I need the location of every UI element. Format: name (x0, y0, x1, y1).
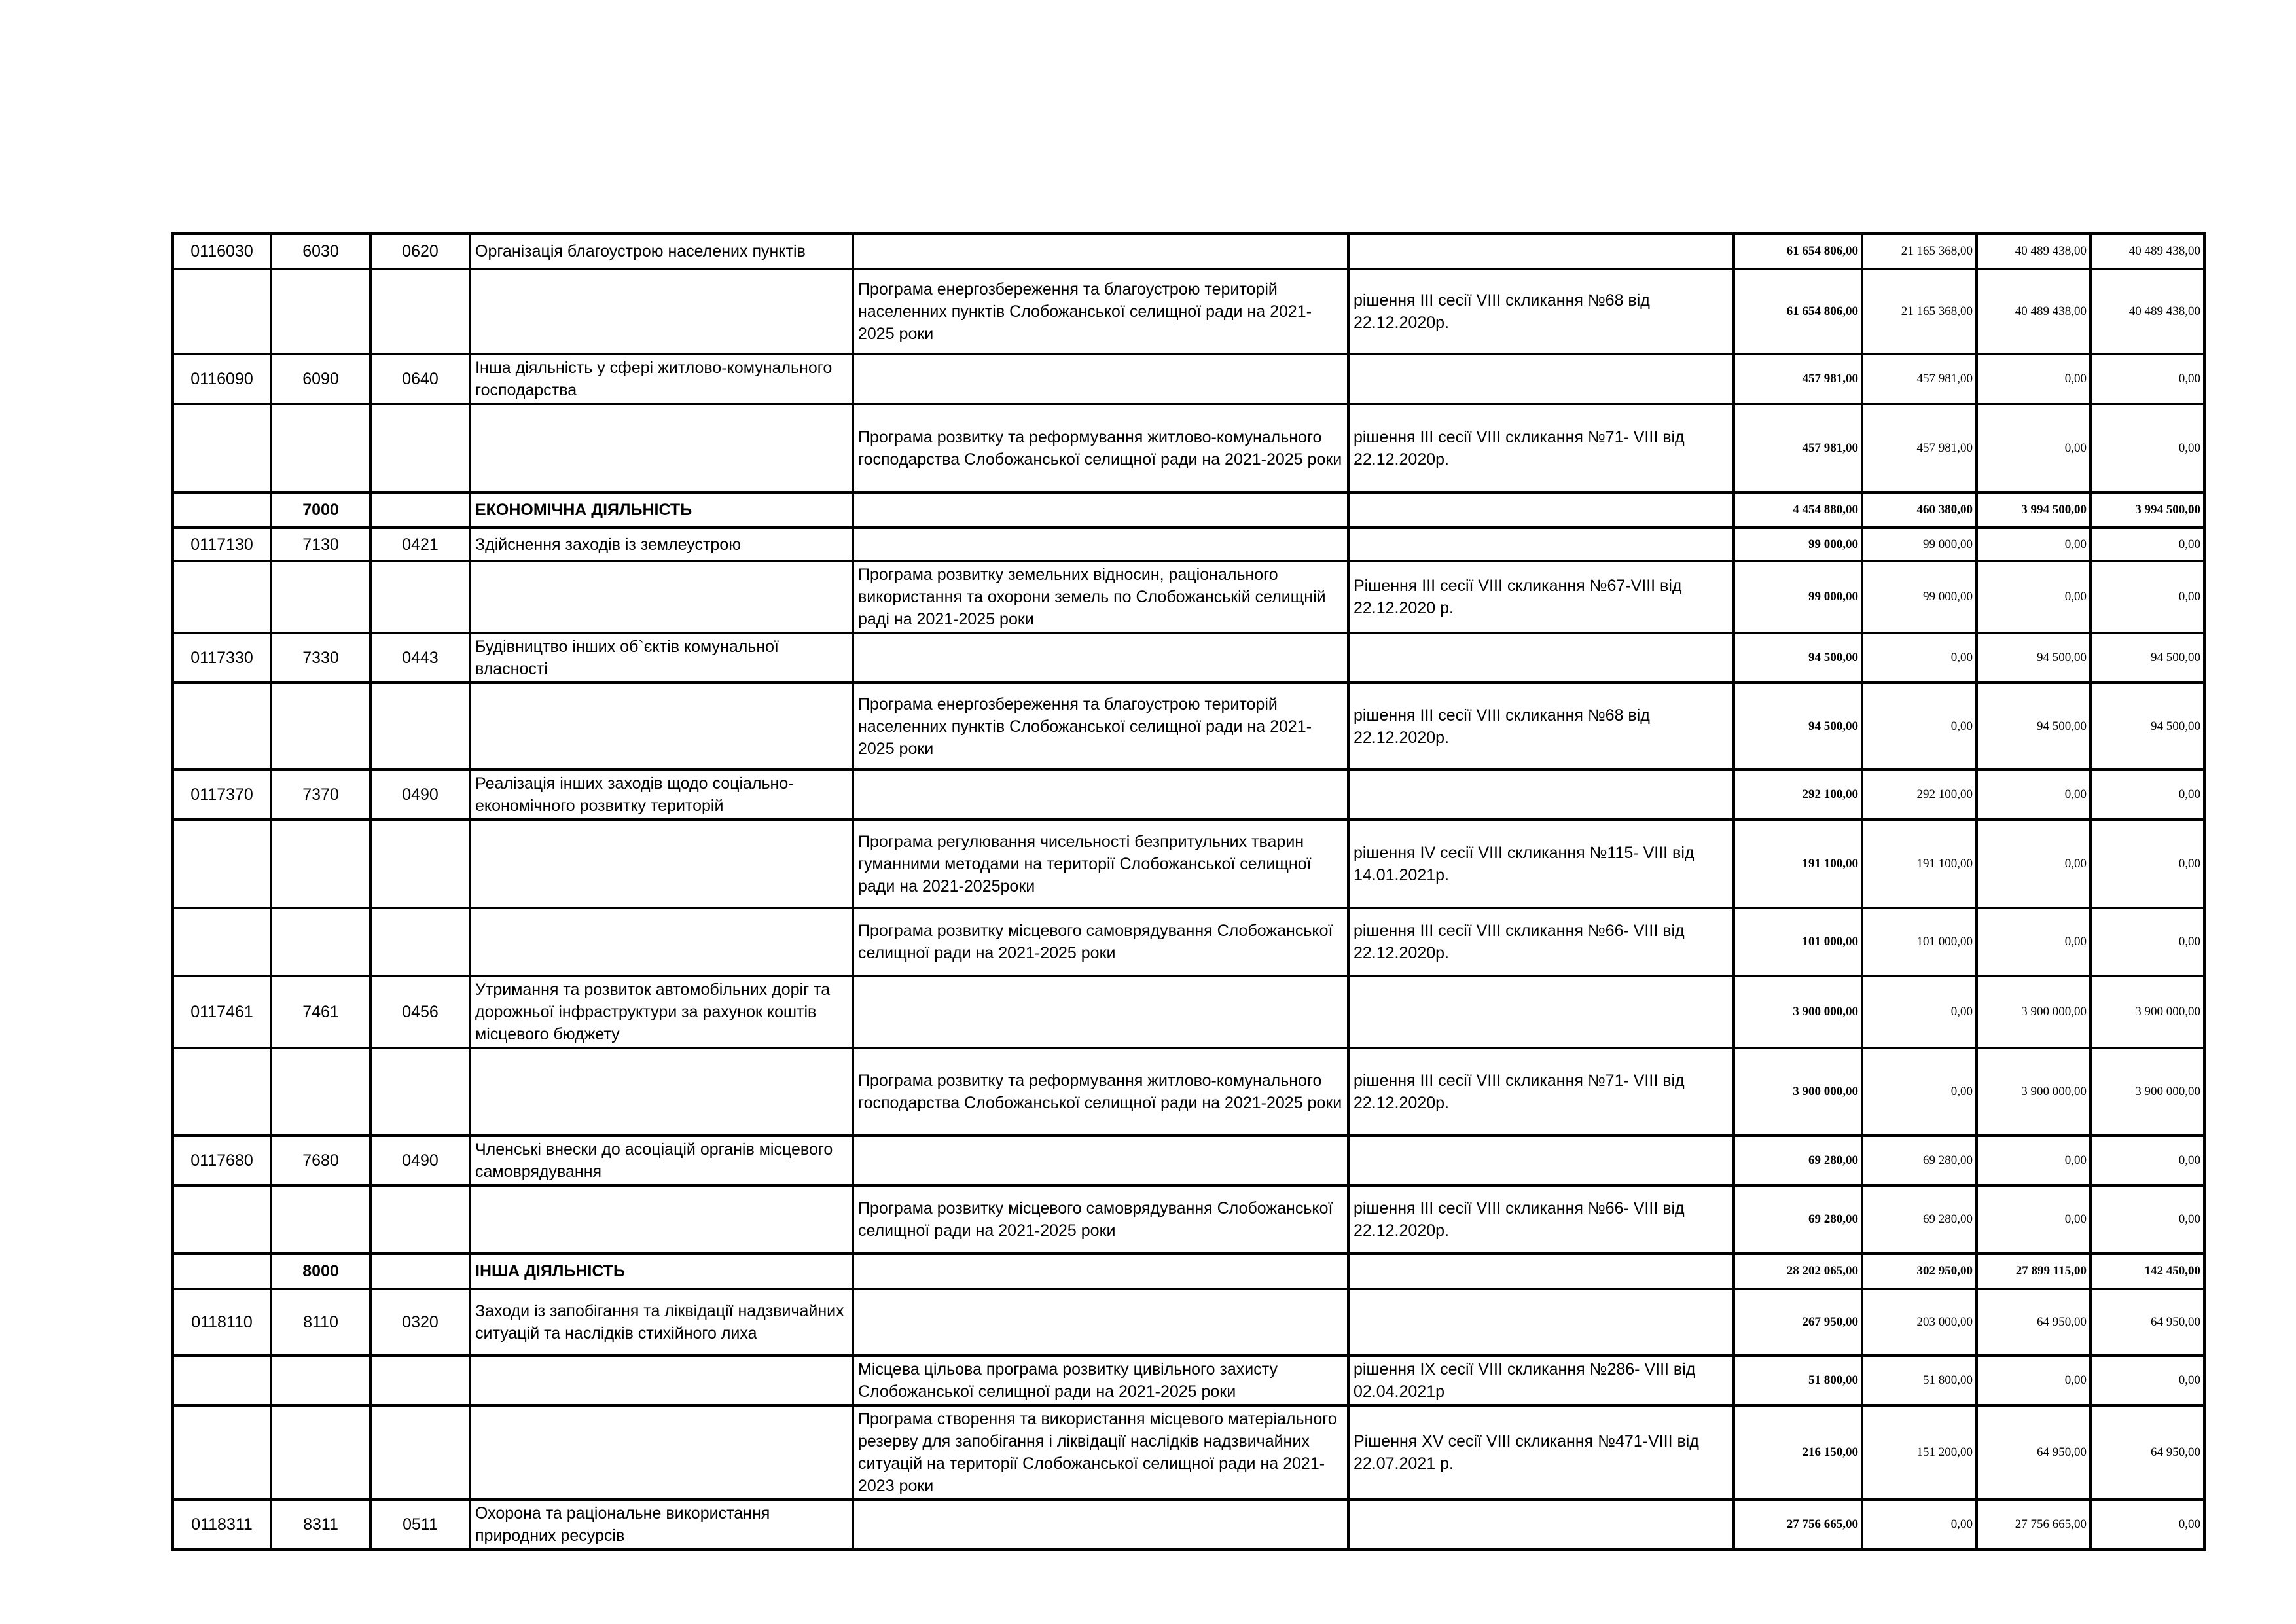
table-row (173, 354, 2204, 404)
kfk-cell: 6030 (271, 234, 370, 269)
total-cell: 99 000,00 (1734, 528, 1862, 561)
program-cell: Програма розвитку земельних відносин, раціонального використання та охорони земель по Слобожанській селищній раді на 2021-2025 роки (853, 561, 1348, 633)
general-fund-cell: 292 100,00 (1862, 770, 1977, 820)
special-fund-cell: 64 950,00 (1977, 1405, 2090, 1500)
general-fund-cell: 69 280,00 (1862, 1185, 1977, 1254)
program-cell (853, 633, 1348, 683)
kfkb-cell (370, 492, 470, 528)
total-cell: 4 454 880,00 (1734, 492, 1862, 528)
program-cell: Програма розвитку місцевого самоврядування Слобожанської селищної ради на 2021-2025 роки (853, 1185, 1348, 1254)
total-cell: 94 500,00 (1734, 683, 1862, 770)
development-budget-cell: 40 489 438,00 (2090, 234, 2204, 269)
decision-cell (1348, 976, 1734, 1048)
decision-cell (1348, 633, 1734, 683)
total-cell: 69 280,00 (1734, 1136, 1862, 1185)
table-row (173, 976, 2204, 1048)
name-cell: Організація благоустрою населених пунктів (470, 234, 853, 269)
kfk-cell (271, 1048, 370, 1136)
name-cell (470, 404, 853, 492)
kpk-cell: 0117130 (173, 528, 271, 561)
name-cell: Членські внески до асоціацій органів місцевого самоврядування (470, 1136, 853, 1185)
total-cell: 27 756 665,00 (1734, 1500, 1862, 1549)
decision-cell: рішення ІХ сесії VIII скликання №286- VIII від 02.04.2021р (1348, 1356, 1734, 1405)
special-fund-cell: 94 500,00 (1977, 633, 2090, 683)
program-cell (853, 1289, 1348, 1356)
special-fund-cell: 27 899 115,00 (1977, 1254, 2090, 1289)
kfkb-cell (370, 908, 470, 976)
kfkb-cell: 0490 (370, 1136, 470, 1185)
program-cell (853, 492, 1348, 528)
development-budget-cell: 0,00 (2090, 404, 2204, 492)
program-cell (853, 354, 1348, 404)
kfk-cell (271, 269, 370, 354)
table-row (173, 234, 2204, 269)
development-budget-cell: 0,00 (2090, 1356, 2204, 1405)
total-cell: 3 900 000,00 (1734, 1048, 1862, 1136)
development-budget-cell: 40 489 438,00 (2090, 269, 2204, 354)
kpk-cell (173, 1405, 271, 1500)
general-fund-cell: 460 380,00 (1862, 492, 1977, 528)
kfk-cell (271, 683, 370, 770)
kfk-cell: 7000 (271, 492, 370, 528)
program-cell: Програма розвитку та реформування житлово-комунального господарства Слобожанської селищної ради на 2021-2025 роки (853, 1048, 1348, 1136)
kpk-cell: 0117370 (173, 770, 271, 820)
name-cell: Заходи із запобігання та ліквідації надзвичайних ситуацій та наслідків стихійного лиха (470, 1289, 853, 1356)
special-fund-cell: 40 489 438,00 (1977, 269, 2090, 354)
decision-cell (1348, 492, 1734, 528)
program-row (173, 561, 2204, 633)
program-cell: Програма розвитку місцевого самоврядування Слобожанської селищної ради на 2021-2025 роки (853, 908, 1348, 976)
kfkb-cell: 0640 (370, 354, 470, 404)
kfk-cell (271, 561, 370, 633)
development-budget-cell: 3 994 500,00 (2090, 492, 2204, 528)
name-cell (470, 683, 853, 770)
development-budget-cell: 0,00 (2090, 908, 2204, 976)
kfkb-cell (370, 683, 470, 770)
decision-cell: рішення ІІІ сесії VIII скликання №71- VIII від 22.12.2020р. (1348, 1048, 1734, 1136)
name-cell: ІНША ДІЯЛЬНІСТЬ (470, 1254, 853, 1289)
general-fund-cell: 0,00 (1862, 976, 1977, 1048)
kfk-cell: 7330 (271, 633, 370, 683)
table-row (173, 633, 2204, 683)
special-fund-cell: 0,00 (1977, 908, 2090, 976)
general-fund-cell: 99 000,00 (1862, 528, 1977, 561)
kfkb-cell: 0443 (370, 633, 470, 683)
development-budget-cell: 3 900 000,00 (2090, 976, 2204, 1048)
name-cell (470, 820, 853, 908)
special-fund-cell: 0,00 (1977, 1185, 2090, 1254)
total-cell: 457 981,00 (1734, 404, 1862, 492)
decision-cell: Рішення ІІІ сесії VIII скликання №67-VIII від 22.12.2020 р. (1348, 561, 1734, 633)
decision-cell: Рішення ХV сесії VIII скликання №471-VIII від 22.07.2021 р. (1348, 1405, 1734, 1500)
table-body (173, 234, 2204, 1549)
kpk-cell (173, 683, 271, 770)
decision-cell (1348, 1136, 1734, 1185)
kpk-cell: 0116090 (173, 354, 271, 404)
name-cell: Утримання та розвиток автомобільних доріг та дорожньої інфраструктури за рахунок коштів місцевого бюджету (470, 976, 853, 1048)
total-cell: 61 654 806,00 (1734, 269, 1862, 354)
general-fund-cell: 203 000,00 (1862, 1289, 1977, 1356)
program-row (173, 908, 2204, 976)
name-cell: ЕКОНОМІЧНА ДІЯЛЬНІСТЬ (470, 492, 853, 528)
kfkb-cell (370, 1048, 470, 1136)
development-budget-cell: 64 950,00 (2090, 1405, 2204, 1500)
special-fund-cell: 0,00 (1977, 404, 2090, 492)
kpk-cell (173, 492, 271, 528)
general-fund-cell: 21 165 368,00 (1862, 234, 1977, 269)
development-budget-cell: 0,00 (2090, 528, 2204, 561)
total-cell: 3 900 000,00 (1734, 976, 1862, 1048)
kfkb-cell (370, 1185, 470, 1254)
program-cell: Програма регулювання чисельності безпритульних тварин гуманними методами на території Слобожанської селищної ради на 2021-2025роки (853, 820, 1348, 908)
total-cell: 267 950,00 (1734, 1289, 1862, 1356)
total-cell: 94 500,00 (1734, 633, 1862, 683)
decision-cell: рішення ІІІ сесії VIII скликання №71- VIII від 22.12.2020р. (1348, 404, 1734, 492)
budget-program-table (171, 232, 2206, 1551)
total-cell: 99 000,00 (1734, 561, 1862, 633)
general-fund-cell: 151 200,00 (1862, 1405, 1977, 1500)
kpk-cell (173, 1185, 271, 1254)
special-fund-cell: 0,00 (1977, 820, 2090, 908)
development-budget-cell: 3 900 000,00 (2090, 1048, 2204, 1136)
decision-cell (1348, 354, 1734, 404)
special-fund-cell: 0,00 (1977, 1356, 2090, 1405)
name-cell (470, 1356, 853, 1405)
special-fund-cell: 0,00 (1977, 561, 2090, 633)
general-fund-cell: 21 165 368,00 (1862, 269, 1977, 354)
name-cell (470, 1185, 853, 1254)
general-fund-cell: 457 981,00 (1862, 404, 1977, 492)
total-cell: 51 800,00 (1734, 1356, 1862, 1405)
general-fund-cell: 0,00 (1862, 1500, 1977, 1549)
total-cell: 28 202 065,00 (1734, 1254, 1862, 1289)
program-cell (853, 1500, 1348, 1549)
program-cell (853, 1254, 1348, 1289)
total-cell: 191 100,00 (1734, 820, 1862, 908)
general-fund-cell: 99 000,00 (1862, 561, 1977, 633)
kfk-cell (271, 1356, 370, 1405)
program-cell (853, 1136, 1348, 1185)
kpk-cell: 0117461 (173, 976, 271, 1048)
kfkb-cell (370, 1254, 470, 1289)
general-fund-cell: 0,00 (1862, 633, 1977, 683)
kfkb-cell (370, 820, 470, 908)
kfkb-cell: 0490 (370, 770, 470, 820)
decision-cell (1348, 528, 1734, 561)
special-fund-cell: 0,00 (1977, 528, 2090, 561)
special-fund-cell: 3 900 000,00 (1977, 976, 2090, 1048)
program-cell (853, 976, 1348, 1048)
kfkb-cell (370, 404, 470, 492)
development-budget-cell: 64 950,00 (2090, 1289, 2204, 1356)
kpk-cell (173, 1048, 271, 1136)
kpk-cell (173, 820, 271, 908)
decision-cell: рішення ІІІ сесії VIII скликання №68 від 22.12.2020р. (1348, 683, 1734, 770)
kpk-cell: 0118110 (173, 1289, 271, 1356)
program-cell: Програма розвитку та реформування житлово-комунального господарства Слобожанської селищної ради на 2021-2025 роки (853, 404, 1348, 492)
general-fund-cell: 101 000,00 (1862, 908, 1977, 976)
development-budget-cell: 0,00 (2090, 1185, 2204, 1254)
program-row (173, 404, 2204, 492)
special-fund-cell: 0,00 (1977, 770, 2090, 820)
program-cell: Програма енергозбереження та благоустрою територій населенних пунктів Слобожанської селищної ради на 2021-2025 роки (853, 269, 1348, 354)
general-fund-cell: 51 800,00 (1862, 1356, 1977, 1405)
name-cell: Інша діяльність у сфері житлово-комунального господарства (470, 354, 853, 404)
kpk-cell: 0117330 (173, 633, 271, 683)
general-fund-cell: 0,00 (1862, 683, 1977, 770)
kfk-cell: 7680 (271, 1136, 370, 1185)
name-cell: Здійснення заходів із землеустрою (470, 528, 853, 561)
program-row (173, 1356, 2204, 1405)
section-row (173, 492, 2204, 528)
kfkb-cell: 0620 (370, 234, 470, 269)
total-cell: 69 280,00 (1734, 1185, 1862, 1254)
kfk-cell: 7461 (271, 976, 370, 1048)
kfk-cell: 8311 (271, 1500, 370, 1549)
kfkb-cell (370, 561, 470, 633)
general-fund-cell: 191 100,00 (1862, 820, 1977, 908)
total-cell: 61 654 806,00 (1734, 234, 1862, 269)
kpk-cell (173, 404, 271, 492)
name-cell (470, 561, 853, 633)
total-cell: 101 000,00 (1734, 908, 1862, 976)
kpk-cell (173, 561, 271, 633)
name-cell (470, 908, 853, 976)
kpk-cell (173, 908, 271, 976)
kfk-cell (271, 908, 370, 976)
decision-cell: рішення ІІІ сесії VIII скликання №68 від 22.12.2020р. (1348, 269, 1734, 354)
development-budget-cell: 0,00 (2090, 1500, 2204, 1549)
general-fund-cell: 302 950,00 (1862, 1254, 1977, 1289)
kpk-cell (173, 1356, 271, 1405)
special-fund-cell: 94 500,00 (1977, 683, 2090, 770)
decision-cell (1348, 1289, 1734, 1356)
kfkb-cell: 0511 (370, 1500, 470, 1549)
program-cell: Програма енергозбереження та благоустрою територій населенних пунктів Слобожанської селищної ради на 2021-2025 роки (853, 683, 1348, 770)
table-row (173, 770, 2204, 820)
kfkb-cell: 0421 (370, 528, 470, 561)
kfk-cell (271, 1185, 370, 1254)
kfkb-cell: 0456 (370, 976, 470, 1048)
kpk-cell (173, 269, 271, 354)
general-fund-cell: 457 981,00 (1862, 354, 1977, 404)
name-cell (470, 1048, 853, 1136)
development-budget-cell: 94 500,00 (2090, 683, 2204, 770)
total-cell: 292 100,00 (1734, 770, 1862, 820)
general-fund-cell: 0,00 (1862, 1048, 1977, 1136)
kfk-cell (271, 1405, 370, 1500)
kpk-cell: 0116030 (173, 234, 271, 269)
kfk-cell: 7370 (271, 770, 370, 820)
program-row (173, 269, 2204, 354)
special-fund-cell: 3 900 000,00 (1977, 1048, 2090, 1136)
section-row (173, 1254, 2204, 1289)
program-cell (853, 528, 1348, 561)
decision-cell: рішення IV сесії VIII скликання №115- VIII від 14.01.2021р. (1348, 820, 1734, 908)
name-cell: Будівництво інших об`єктів комунальної власності (470, 633, 853, 683)
program-cell (853, 770, 1348, 820)
general-fund-cell: 69 280,00 (1862, 1136, 1977, 1185)
kfkb-cell: 0320 (370, 1289, 470, 1356)
kfk-cell: 6090 (271, 354, 370, 404)
development-budget-cell: 0,00 (2090, 1136, 2204, 1185)
program-row (173, 1048, 2204, 1136)
program-row (173, 1405, 2204, 1500)
name-cell: Охорона та раціональне використання природних ресурсів (470, 1500, 853, 1549)
program-row (173, 820, 2204, 908)
kfk-cell: 8110 (271, 1289, 370, 1356)
special-fund-cell: 3 994 500,00 (1977, 492, 2090, 528)
total-cell: 457 981,00 (1734, 354, 1862, 404)
special-fund-cell: 0,00 (1977, 1136, 2090, 1185)
program-cell (853, 234, 1348, 269)
decision-cell: рішення ІІІ сесії VIII скликання №66- VIII від 22.12.2020р. (1348, 1185, 1734, 1254)
development-budget-cell: 0,00 (2090, 820, 2204, 908)
kfk-cell: 8000 (271, 1254, 370, 1289)
name-cell (470, 269, 853, 354)
name-cell: Реалізація інших заходів щодо соціально-економічного розвитку територій (470, 770, 853, 820)
development-budget-cell: 142 450,00 (2090, 1254, 2204, 1289)
special-fund-cell: 0,00 (1977, 354, 2090, 404)
decision-cell: рішення ІІІ сесії VIII скликання №66- VIII від 22.12.2020р. (1348, 908, 1734, 976)
decision-cell (1348, 1254, 1734, 1289)
table-row (173, 1136, 2204, 1185)
development-budget-cell: 0,00 (2090, 354, 2204, 404)
decision-cell (1348, 1500, 1734, 1549)
kfkb-cell (370, 1356, 470, 1405)
development-budget-cell: 0,00 (2090, 561, 2204, 633)
table-row (173, 528, 2204, 561)
special-fund-cell: 27 756 665,00 (1977, 1500, 2090, 1549)
program-cell: Місцева цільова програма розвитку цивільного захисту Слобожанської селищної ради на 2021-2025 роки (853, 1356, 1348, 1405)
kfk-cell (271, 820, 370, 908)
program-row (173, 683, 2204, 770)
name-cell (470, 1405, 853, 1500)
kfkb-cell (370, 1405, 470, 1500)
table-row (173, 1289, 2204, 1356)
special-fund-cell: 40 489 438,00 (1977, 234, 2090, 269)
kpk-cell (173, 1254, 271, 1289)
kpk-cell: 0117680 (173, 1136, 271, 1185)
development-budget-cell: 94 500,00 (2090, 633, 2204, 683)
program-row (173, 1185, 2204, 1254)
kfkb-cell (370, 269, 470, 354)
decision-cell (1348, 234, 1734, 269)
development-budget-cell: 0,00 (2090, 770, 2204, 820)
program-cell: Програма створення та використання місцевого матеріального резерву для запобігання і ліквідації наслідків надзвичайних ситуацій на території Слобожанської селищної ради на 2021-2023 роки (853, 1405, 1348, 1500)
kfk-cell: 7130 (271, 528, 370, 561)
special-fund-cell: 64 950,00 (1977, 1289, 2090, 1356)
kfk-cell (271, 404, 370, 492)
decision-cell (1348, 770, 1734, 820)
total-cell: 216 150,00 (1734, 1405, 1862, 1500)
table-row (173, 1500, 2204, 1549)
kpk-cell: 0118311 (173, 1500, 271, 1549)
